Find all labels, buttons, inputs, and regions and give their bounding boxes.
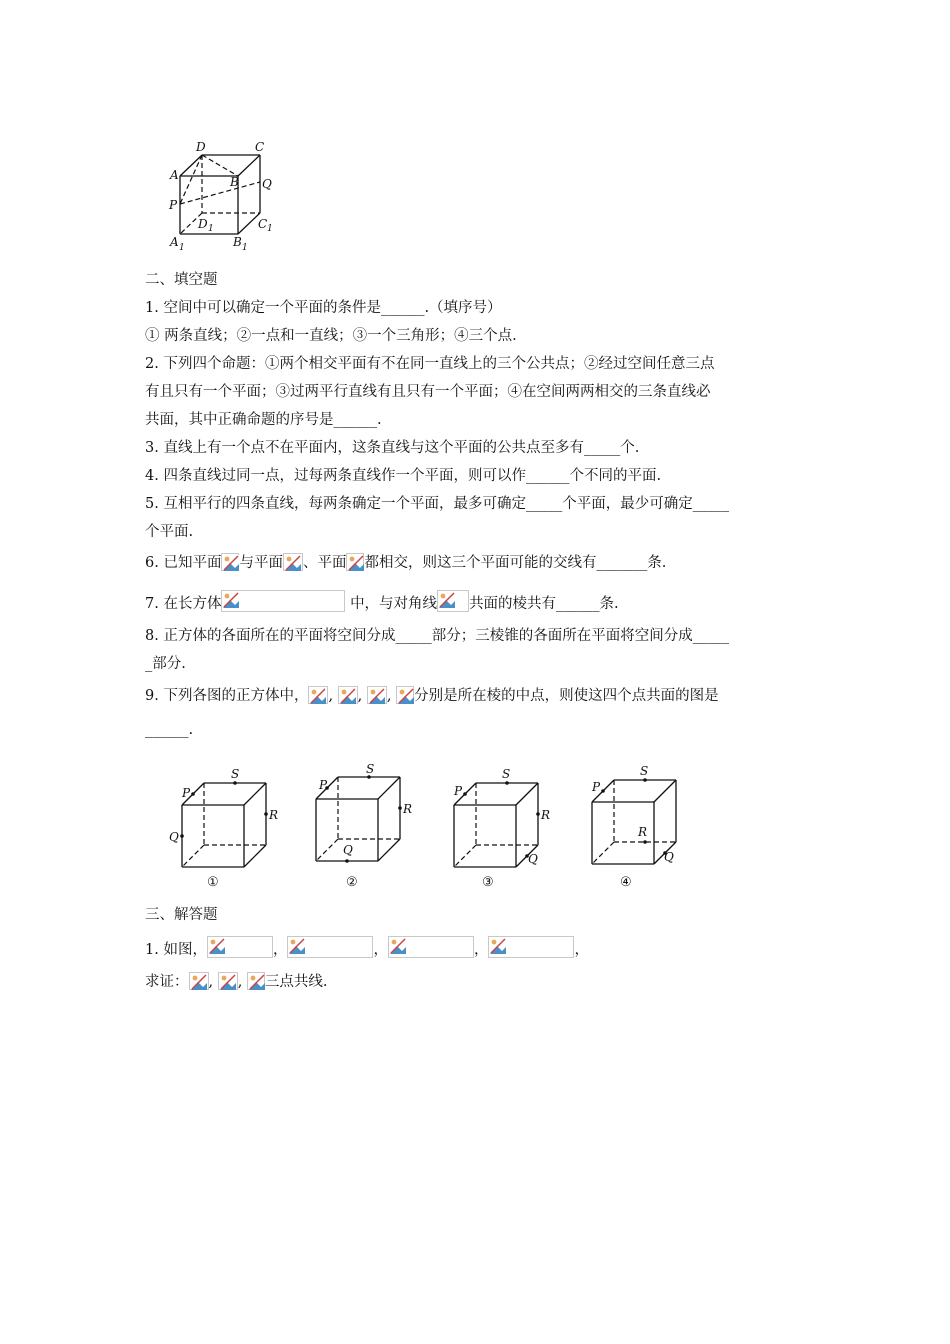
q2-line2: 有且只有一个平面；③过两平行直线有且只有一个平面；④在空间两两相交的三条直线必	[145, 384, 711, 400]
broken-image-icon	[218, 972, 238, 990]
label-A1-sub: 1	[179, 243, 185, 253]
cube-4	[591, 764, 676, 864]
label-D1: D	[198, 217, 208, 231]
label-A: A	[170, 168, 179, 182]
label-Q: Q	[262, 177, 272, 191]
label-B1: B	[233, 235, 242, 249]
label-B1-sub: 1	[242, 243, 248, 253]
s3-q1-text: 1. 如图， ， ， ， ，	[145, 936, 589, 960]
cube-caption-4: ④	[620, 875, 632, 890]
q3-text: 3. 直线上有一个点不在平面内，这条直线与这个平面的公共点至多有_____个.	[145, 440, 640, 456]
cube4-label-R: R	[638, 825, 648, 839]
broken-image-icon	[207, 936, 273, 958]
cube-figure-top	[160, 138, 290, 258]
cubes-figure	[160, 758, 700, 898]
broken-image-icon	[221, 590, 345, 612]
label-D1-sub: 1	[208, 224, 214, 234]
broken-image-icon	[221, 553, 239, 571]
label-P: P	[169, 198, 178, 212]
broken-image-icon	[247, 972, 265, 990]
label-C1-sub: 1	[267, 224, 273, 234]
label-D: D	[196, 140, 206, 154]
label-B: B	[230, 175, 239, 189]
s3-prove-text: 求证： , , 三点共线.	[145, 974, 328, 990]
cube4-label-Q: Q	[664, 850, 674, 864]
label-A1: A	[170, 235, 179, 249]
q9-line1: 9. 下列各图的正方体中， , , , 分别是所在棱的中点，则使这四个点共面的图是	[145, 688, 719, 704]
cube3-label-Q: Q	[528, 852, 538, 866]
cube3-label-S: S	[502, 767, 511, 781]
cube1-label-S: S	[231, 767, 240, 781]
broken-image-icon	[437, 590, 469, 612]
broken-image-icon	[287, 936, 373, 958]
broken-image-icon	[189, 972, 209, 990]
q2-line3: 共面，其中正确命题的序号是______.	[145, 412, 382, 428]
q1-text: 1. 空间中可以确定一个平面的条件是______.（填序号）	[145, 300, 502, 316]
q8-line2: _部分.	[145, 656, 186, 672]
cube4-label-S: S	[640, 764, 649, 778]
cube-2	[316, 762, 412, 863]
cube-caption-2: ②	[346, 875, 358, 890]
cube2-label-P: P	[319, 778, 328, 792]
broken-image-icon	[283, 553, 303, 571]
q2-line1: 2. 下列四个命题：①两个相交平面有不在同一直线上的三个公共点；②经过空间任意三点	[145, 356, 715, 372]
broken-image-icon	[338, 686, 358, 704]
cube1-label-R: R	[269, 808, 279, 822]
cube1-label-Q: Q	[169, 830, 179, 844]
cube-caption-3: ③	[482, 875, 494, 890]
q8-line1: 8. 正方体的各面所在的平面将空间分成_____部分；三棱锥的各面所在平面将空间分成_____	[145, 628, 729, 644]
cube3-label-R: R	[541, 808, 551, 822]
label-C1: C	[258, 217, 268, 231]
section-title-answer: 三、解答题	[145, 907, 218, 923]
broken-image-icon	[396, 686, 414, 704]
cube2-label-S: S	[366, 762, 375, 776]
cube1-label-P: P	[182, 786, 191, 800]
broken-image-icon	[346, 553, 364, 571]
broken-image-icon	[388, 936, 474, 958]
q6-text: 6. 已知平面 与平面 、平面 都相交，则这三个平面可能的交线有_______条.	[145, 555, 667, 571]
broken-image-icon	[367, 686, 387, 704]
cube3-label-P: P	[454, 784, 463, 798]
q5-line2: 个平面.	[145, 524, 194, 540]
label-C: C	[255, 140, 265, 154]
cube2-label-Q: Q	[343, 843, 353, 857]
broken-image-icon	[308, 686, 328, 704]
q9-line2: ______.	[145, 722, 194, 738]
section-title-fill-blank: 二、填空题	[145, 272, 218, 288]
q1-options: ① 两条直线；②一点和一直线；③一个三角形；④三个点.	[145, 328, 517, 344]
cube-3	[453, 767, 550, 867]
q4-text: 4. 四条直线过同一点，过每两条直线作一个平面，则可以作______个不同的平面.	[145, 468, 662, 484]
q7-text: 7. 在长方体 中，与对角线 共面的棱共有______条.	[145, 590, 619, 614]
cube2-label-R: R	[403, 802, 413, 816]
cube-caption-1: ①	[207, 875, 219, 890]
cube4-label-P: P	[592, 780, 601, 794]
broken-image-icon	[488, 936, 574, 958]
cube-1	[169, 767, 278, 867]
q5-line1: 5. 互相平行的四条直线，每两条确定一个平面，最多可确定_____个平面，最少可确定_____	[145, 496, 729, 512]
